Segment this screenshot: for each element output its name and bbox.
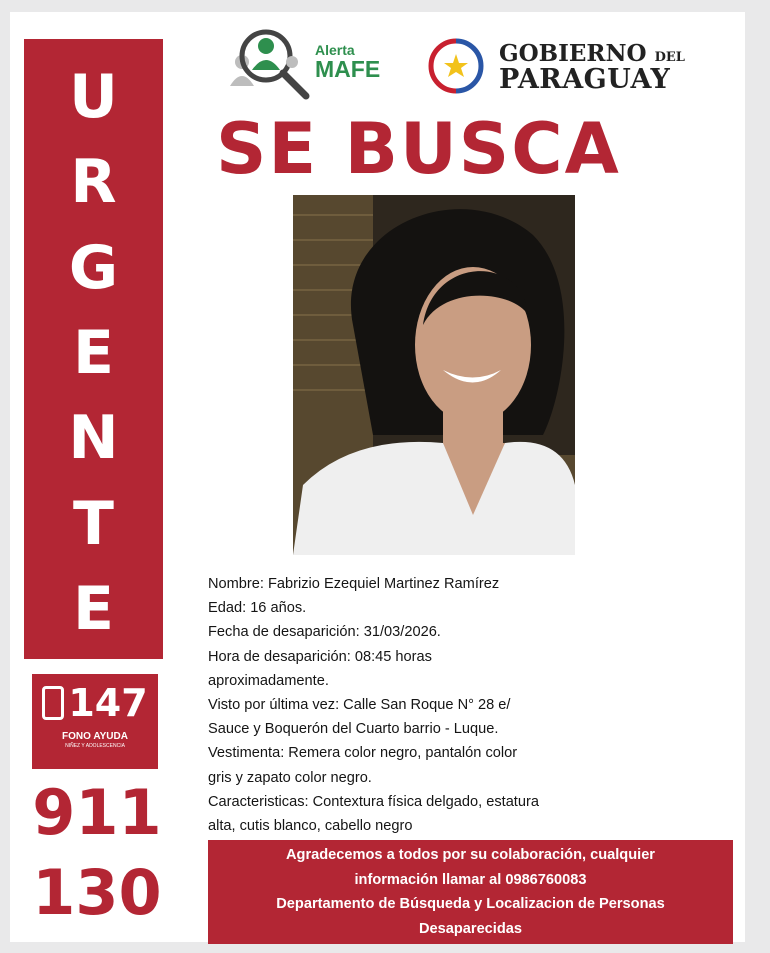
fono-sublabel: NIÑEZ Y ADOLESCENCIA	[65, 743, 125, 749]
urgent-letter: R	[70, 147, 117, 218]
paraguay-seal-icon	[427, 37, 485, 95]
fono-label: FONO AYUDA	[62, 731, 128, 742]
detail-line: aproximadamente.	[208, 672, 329, 689]
person-details	[208, 572, 688, 838]
urgent-banner	[24, 39, 163, 659]
urgent-letter: E	[73, 317, 114, 388]
mafe-logo-line2: MAFE	[315, 56, 381, 82]
detail-line: alta, cutis blanco, cabello negro	[208, 818, 413, 835]
emergency-number-130: 130	[32, 856, 162, 929]
detail-line: Visto por última vez: Calle San Roque N° 28 e/	[208, 697, 511, 714]
fono-number: 147	[68, 681, 148, 725]
phone-icon	[42, 686, 64, 720]
government-logo-line2: PARAGUAY	[499, 64, 671, 95]
detail-line: Edad: 16 años.	[208, 600, 307, 617]
urgent-letter: E	[73, 573, 114, 644]
footer-line: Desaparecidas	[418, 920, 523, 937]
detail-line: Caracteristicas: Contextura física delgado, estatura	[208, 793, 539, 810]
footer-line: Agradecemos a todos por su colaboración, cualquier	[286, 847, 655, 863]
poster	[10, 12, 745, 942]
detail-line: gris y zapato color negro.	[208, 769, 372, 786]
urgent-letter: U	[69, 62, 118, 132]
fono-ayuda-badge	[32, 674, 158, 769]
emergency-number-911: 911	[32, 776, 162, 849]
urgent-letter: T	[73, 488, 114, 559]
detail-line: Fecha de desaparición: 31/03/2026.	[208, 624, 441, 641]
missing-person-photo	[293, 195, 575, 555]
detail-line: Nombre: Fabrizio Ezequiel Martinez Ramírez	[208, 576, 500, 592]
detail-line: Hora de desaparición: 08:45 horas	[208, 648, 432, 665]
page-title: SE BUSCA	[216, 108, 621, 190]
contact-footer	[208, 840, 733, 944]
footer-line: Departamento de Búsqueda y Localizacion de Personas	[276, 896, 665, 912]
footer-line: información llamar al 0986760083	[354, 871, 587, 888]
detail-line: Sauce y Boquerón del Cuarto barrio - Luque.	[208, 721, 499, 738]
mafe-logo-line1: Alerta	[315, 42, 355, 58]
detail-line: Vestimenta: Remera color negro, pantalón color	[208, 745, 518, 762]
urgent-letter: N	[68, 403, 119, 474]
government-logo-line1: GOBIERNO DEL	[499, 40, 685, 67]
urgent-letter: G	[68, 232, 119, 303]
